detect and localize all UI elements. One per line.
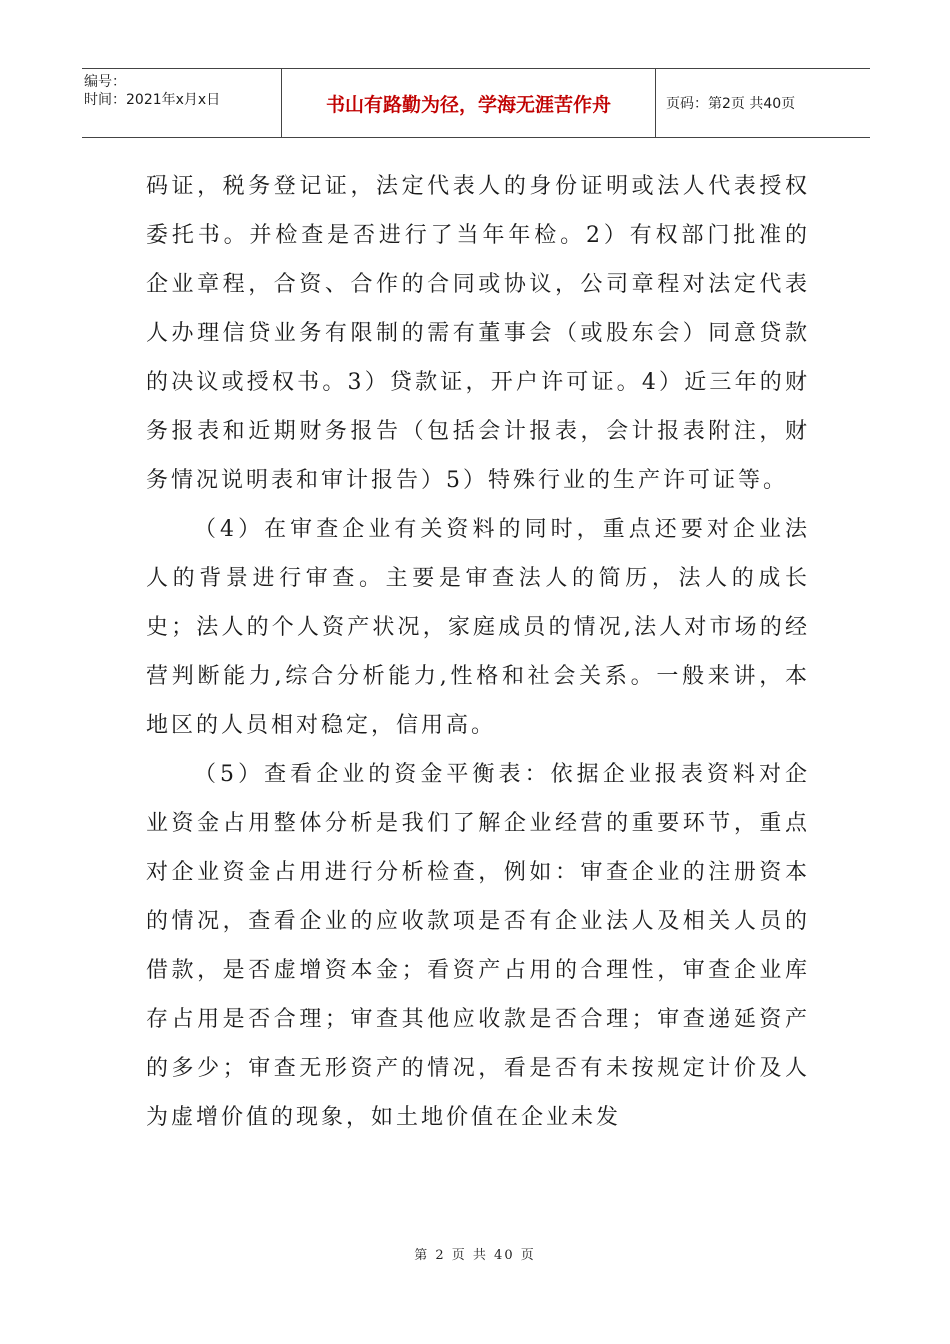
document-time: 时间：2021年x月x日 [84,92,221,108]
paragraph-item-5: （5）查看企业的资金平衡表：依据企业报表资料对企业资金占用整体分析是我们了解企业经营的重要环节，重点对企业资金占用进行分析检查，例如：审查企业的注册资本的情况，查看企业的应收款项是否有企业法人及相关人员的借款，是否虚增资本金；看资产占用的合理性，审查企业库存占用是否合理；审查其他应收款是否合理；审查递延资产的多少；审查无形资产的情况，看是否有未按规定计价及人为虚增价值的现象，如土地价值在企业未发 [146,762,810,1130]
document-body [146,162,810,1142]
document-number-label: 编号： [84,74,126,90]
header-meta [82,69,282,137]
page-footer: 第 2 页 共 40 页 [414,1248,536,1263]
header-motto: 书山有路勤为径，学海无涯苦作舟 [282,69,656,137]
paragraph-continued: 码证，税务登记证，法定代表人的身份证明或法人代表授权委托书。并检查是否进行了当年年检。2）有权部门批准的企业章程，合资、合作的合同或协议，公司章程对法定代表人办理信贷业务有限制的需有董事会（或股东会）同意贷款的决议或授权书。3）贷款证，开户许可证。4）近三年的财务报表和近期财务报告（包括会计报表，会计报表附注，财务情况说明表和审计报告）5）特殊行业的生产许可证等。 [146,174,810,493]
paragraph-item-4: （4）在审查企业有关资料的同时，重点还要对企业法人的背景进行审查。主要是审查法人的简历，法人的成长史；法人的个人资产状况，家庭成员的情况,法人对市场的经营判断能力,综合分析能力,性格和社会关系。一般来讲，本地区的人员相对稳定，信用高。 [146,517,810,738]
page-header [82,68,870,138]
header-page-code: 页码：第2页 共40页 [666,96,796,112]
